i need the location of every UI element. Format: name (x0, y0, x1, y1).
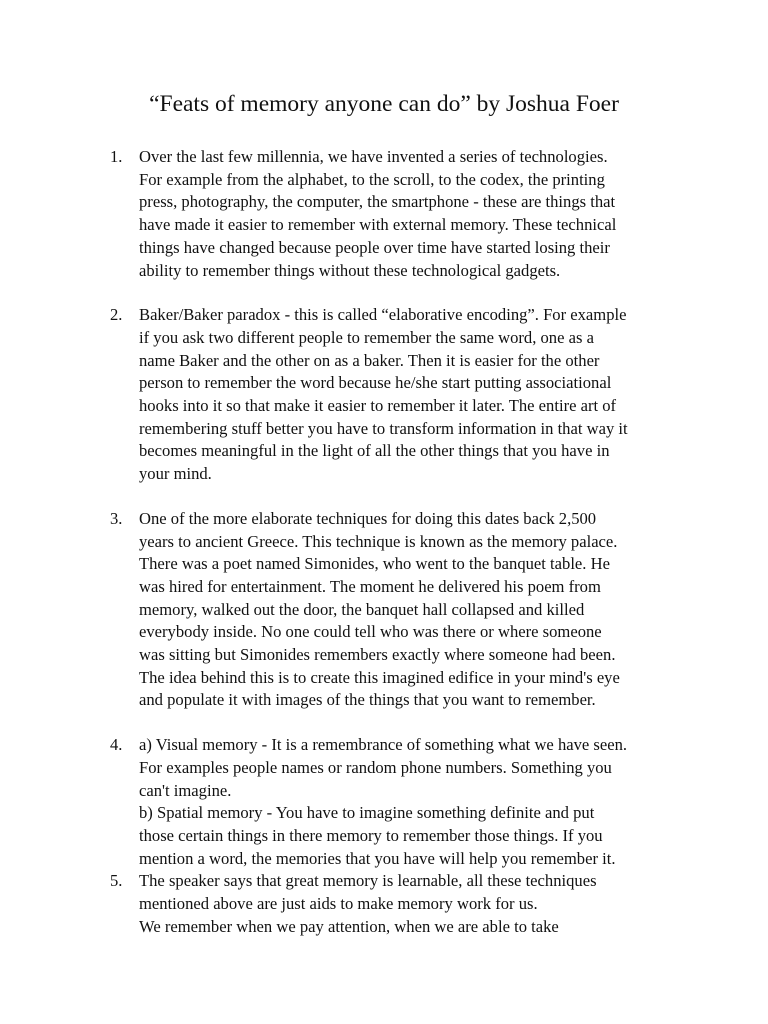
text-line: those certain things in there memory to remember those things. If you (139, 825, 603, 845)
list-number: 2. (110, 305, 123, 325)
list-number: 5. (110, 871, 123, 891)
text-line: was sitting but Simonides remembers exactly where someone had been. (139, 645, 616, 665)
text-line: mentioned above are just aids to make memory work for us. (139, 894, 538, 914)
text-line: things have changed because people over time have started losing their (139, 237, 610, 257)
text-line: The speaker says that great memory is learnable, all these techniques (139, 871, 597, 891)
list-item-1 (110, 146, 680, 282)
list-item-3 (110, 508, 680, 712)
list-number: 4. (110, 735, 123, 755)
text-line: mention a word, the memories that you have will help you remember it. (139, 848, 616, 868)
text-line: b) Spatial memory - You have to imagine something definite and put (139, 803, 595, 823)
list-item-4 (110, 734, 680, 870)
text-line: For examples people names or random phone numbers. Something you (139, 757, 612, 777)
text-line: remembering stuff better you have to transform information in that way it (139, 418, 628, 438)
list-number: 1. (110, 147, 123, 166)
text-line: was hired for entertainment. The moment he delivered his poem from (139, 576, 601, 596)
list-item-2 (110, 304, 680, 486)
text-line: We remember when we pay attention, when we are able to take (139, 916, 559, 936)
list-item-5 (110, 870, 680, 938)
text-line: years to ancient Greece. This technique is known as the memory palace. (139, 531, 618, 551)
text-line: One of the more elaborate techniques for doing this dates back 2,500 (139, 508, 597, 528)
text-line: have made it easier to remember with external memory. These technical (139, 215, 617, 235)
text-line: your mind. (139, 464, 212, 484)
list-number: 3. (110, 508, 123, 528)
text-line: can't imagine. (139, 780, 232, 800)
text-line: The idea behind this is to create this imagined edifice in your mind's eye (139, 667, 620, 687)
text-line: a) Visual memory - It is a remembrance of something what we have seen. (139, 735, 628, 755)
text-line: ability to remember things without these technological gadgets. (139, 260, 561, 280)
text-line: name Baker and the other on as a baker. Then it is easier for the other (139, 350, 600, 370)
text-line: There was a poet named Simonides, who went to the banquet table. He (139, 554, 610, 574)
text-line: if you ask two different people to remember the same word, one as a (139, 327, 594, 347)
text-line: and populate it with images of the things that you want to remember. (139, 690, 596, 710)
numbered-list (110, 146, 680, 939)
text-line: memory, walked out the door, the banquet hall collapsed and killed (139, 599, 585, 619)
text-line: press, photography, the computer, the smartphone - these are things that (139, 192, 616, 212)
text-line: person to remember the word because he/she start putting associational (139, 373, 612, 393)
text-line: hooks into it so that make it easier to remember it later. The entire art of (139, 396, 617, 416)
document-title: “Feats of memory anyone can do” by Joshua Foer (149, 91, 619, 117)
text-line: Over the last few millennia, we have invented a series of technologies. (139, 147, 608, 166)
text-line: becomes meaningful in the light of all the other things that you have in (139, 441, 610, 461)
text-line: For example from the alphabet, to the scroll, to the codex, the printing (139, 169, 605, 189)
text-line: Baker/Baker paradox - this is called “elaborative encoding”. For example (139, 305, 627, 325)
text-line: everybody inside. No one could tell who was there or where someone (139, 622, 602, 642)
